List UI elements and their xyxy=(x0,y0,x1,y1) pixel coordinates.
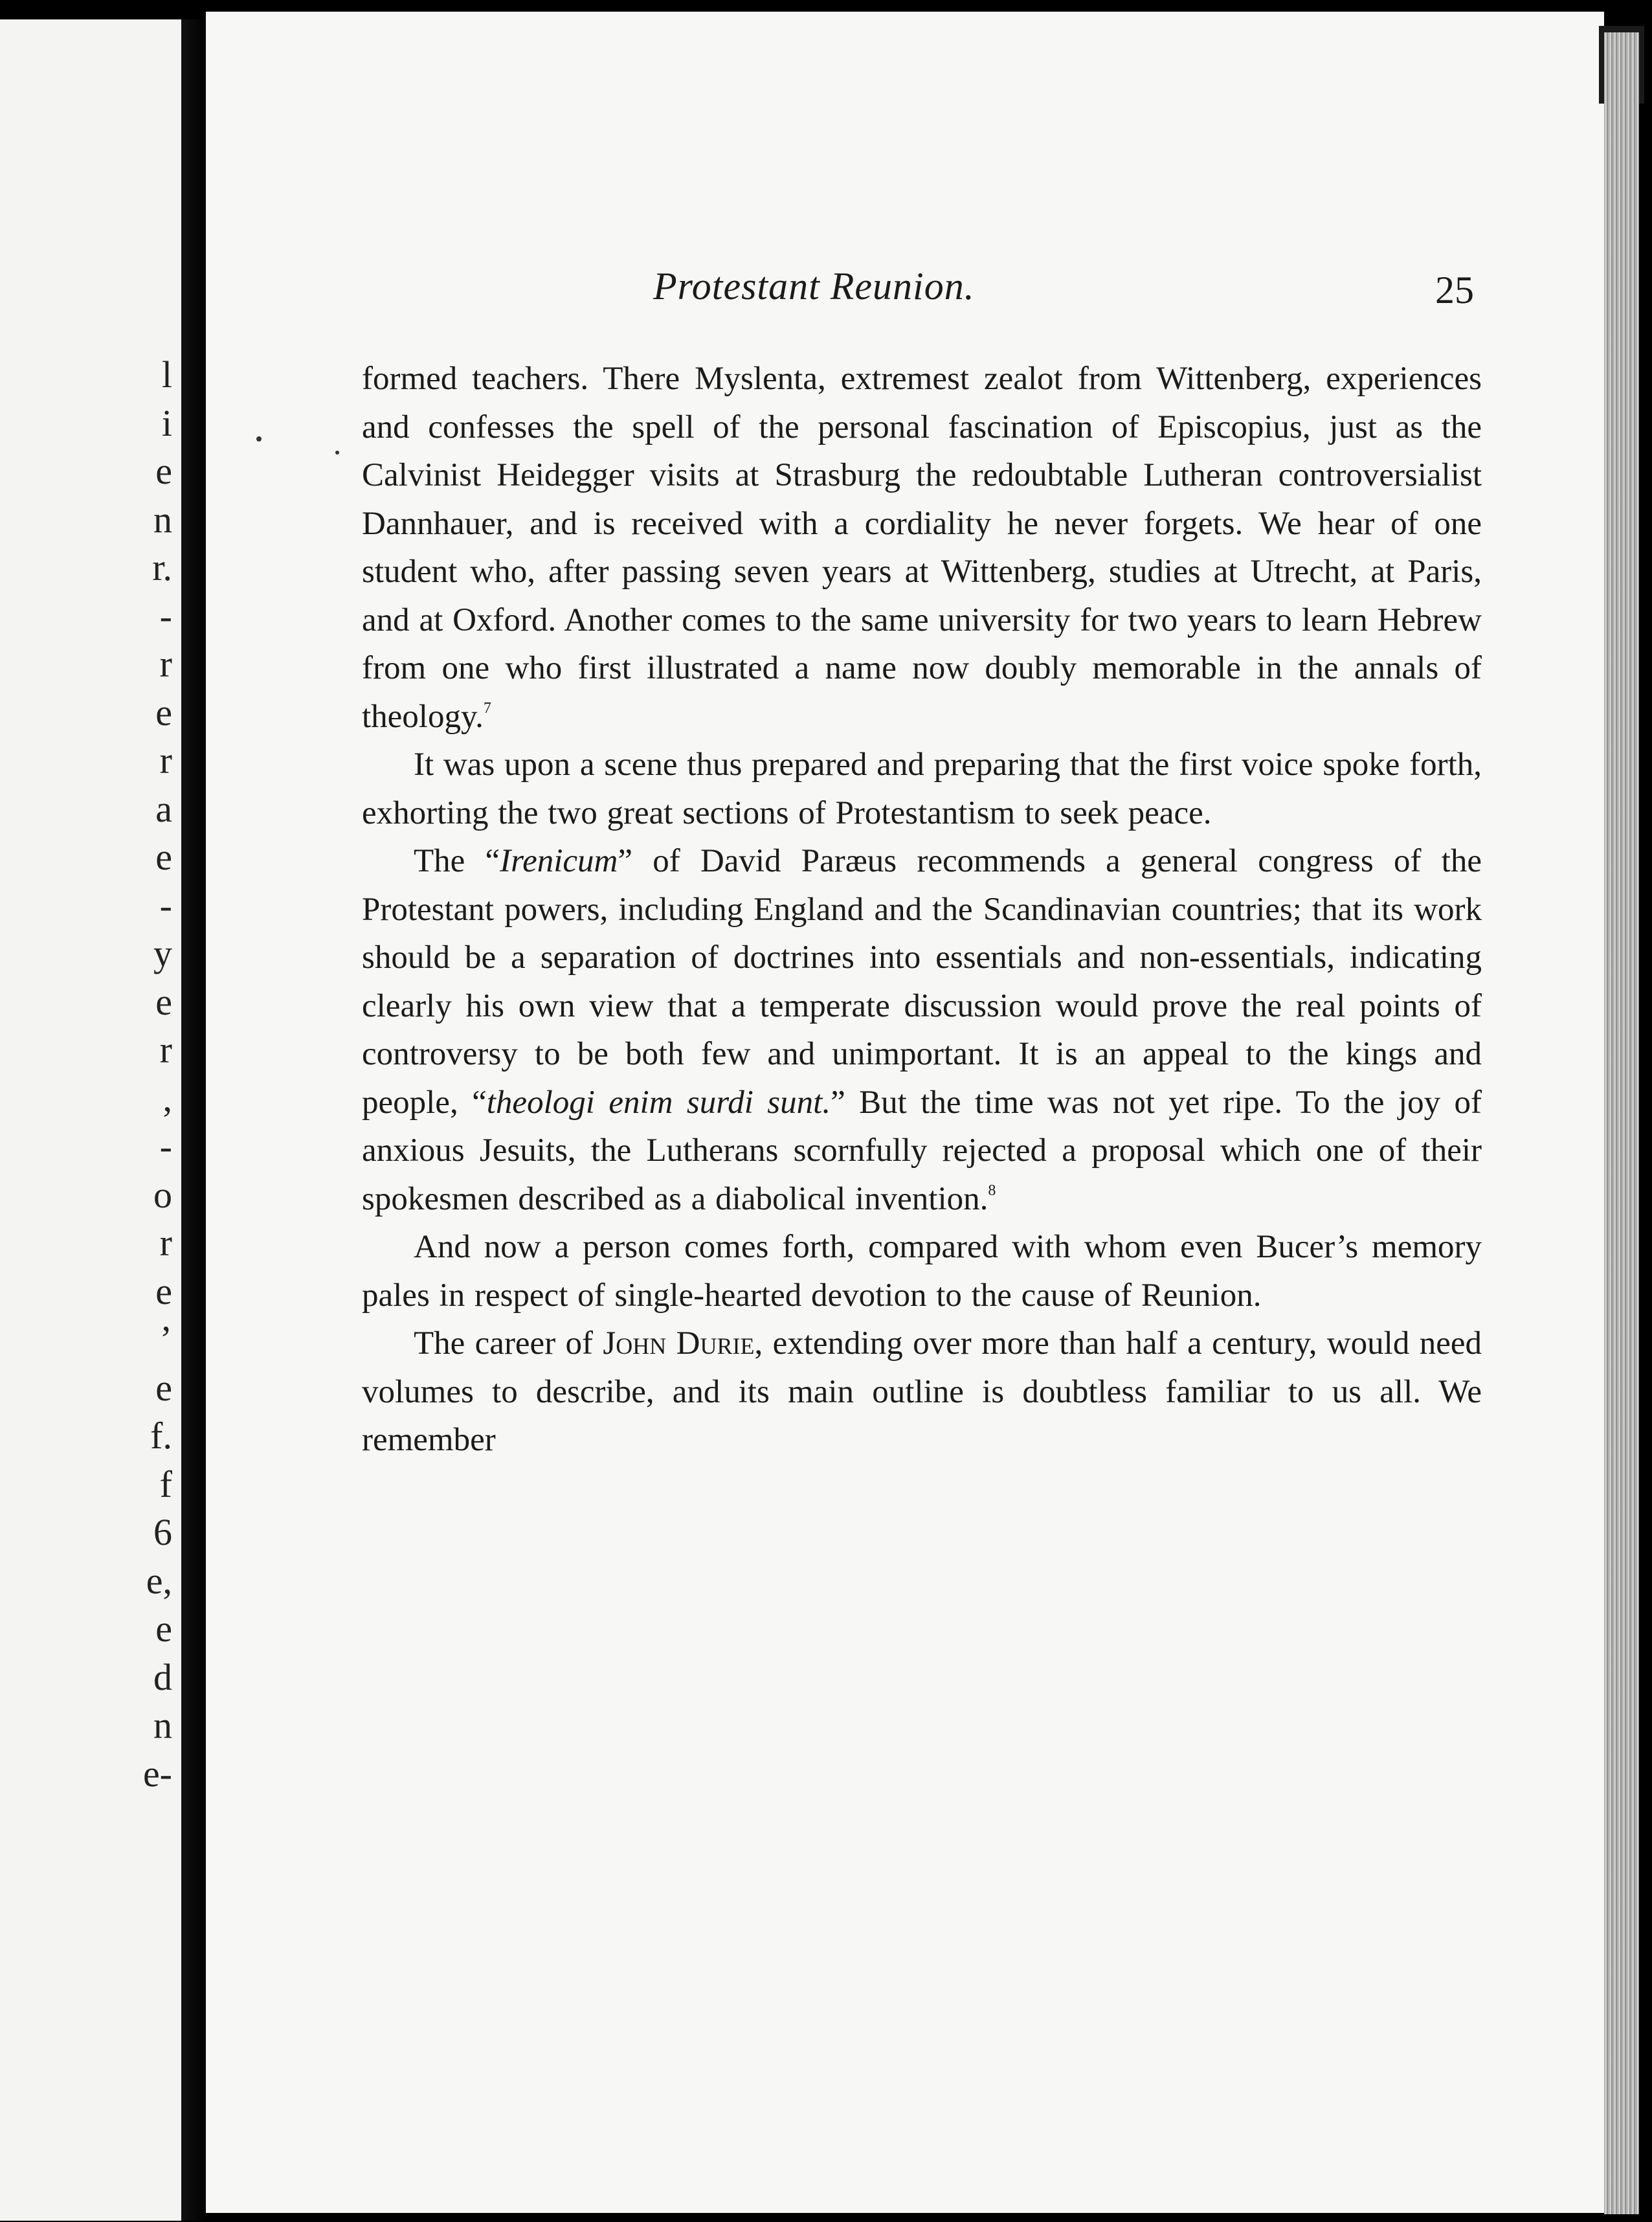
facing-page-fragment: e xyxy=(155,1608,172,1650)
facing-page-fragment: e xyxy=(155,691,172,734)
facing-page-edge xyxy=(0,19,181,2221)
facing-page-fragment: d xyxy=(153,1655,172,1698)
paragraph xyxy=(362,741,1482,837)
facing-page-fragment: r xyxy=(159,1222,172,1264)
body-text xyxy=(362,355,1482,1464)
facing-page-fragment: e xyxy=(155,836,172,878)
text-run: , extending over more than half a century, would need volumes to describe, and its main outline is doubtless familiar to us all. We remember xyxy=(362,1325,1482,1458)
italic-text: Irenicum xyxy=(500,843,618,879)
page-number: 25 xyxy=(1435,269,1474,311)
text-run: ” of David Paræus recommends a general congress of the Protestant powers, including England and the Scandinavian countries; that its work should be a separation of doctrines into essentials and non-essentials, indicating clearly his own view that a temperate discussion would prove the real points of controversy to be both few and unimportant. It is an appeal to the kings and people, “ xyxy=(362,843,1482,1121)
book-page xyxy=(206,12,1604,2213)
paragraph xyxy=(362,1223,1482,1319)
facing-page-fragment: r xyxy=(159,643,172,685)
facing-page-fragment: 6 xyxy=(153,1511,172,1553)
facing-page-fragment: e xyxy=(155,450,172,492)
facing-page-fragment: a xyxy=(155,787,172,830)
facing-page-fragment: y xyxy=(153,932,172,974)
footnote-marker: 7 xyxy=(483,699,491,717)
facing-page-fragment: ’ xyxy=(159,1318,172,1360)
facing-page-fragment: e xyxy=(155,1366,172,1409)
facing-page-fragment: n xyxy=(153,498,172,541)
running-head xyxy=(362,258,1482,316)
paragraph xyxy=(362,1319,1482,1464)
facing-page-fragment: e- xyxy=(142,1752,172,1795)
page-edges xyxy=(1604,32,1639,2214)
gutter-shadow xyxy=(181,19,207,2221)
facing-page-fragment: e, xyxy=(146,1559,172,1602)
text-run: And now a person comes forth, compared with whom even Bucer’s memory pales in respect of single-hearted devotion to the cause of Reunion. xyxy=(362,1229,1482,1314)
facing-page-fragment: n xyxy=(153,1704,172,1746)
facing-page-fragment: r xyxy=(159,1029,172,1071)
running-title: Protestant Reunion. xyxy=(653,265,975,308)
facing-page-fragment: f xyxy=(159,1463,172,1505)
italic-text: theologi enim surdi sunt. xyxy=(486,1084,831,1121)
facing-page-fragment: - xyxy=(159,884,172,926)
facing-page-fragment: o xyxy=(153,1173,172,1216)
text-run: The career of xyxy=(414,1325,603,1362)
paragraph xyxy=(362,837,1482,1223)
facing-page-fragment: e xyxy=(155,1270,172,1312)
ink-speck xyxy=(256,436,262,442)
facing-page-fragment: r. xyxy=(152,546,172,589)
facing-page-fragment: i xyxy=(161,401,172,444)
ink-speck xyxy=(335,451,339,454)
small-caps-name: John Durie xyxy=(603,1325,755,1362)
footnote-marker: 8 xyxy=(988,1182,996,1199)
facing-page-fragment: - xyxy=(159,594,172,637)
text-run: The “ xyxy=(414,843,500,879)
facing-page-fragment: , xyxy=(162,1077,172,1119)
text-run: formed teachers. There Myslenta, extremest zealot from Wittenberg, experiences and confesses the spell of the personal fascination of Episcopius, just as the Calvinist Heidegger visits at Strasburg the redoubtable Lutheran controversialist Dannhauer, and is received with a cordiality he never forgets. We hear of one student who, after passing seven years at Wittenberg, studies at Utrecht, at Paris, and at Oxford. Another comes to the same university for two years to learn Hebrew from one who first illustrated a name now doubly memorable in the annals of theology. xyxy=(362,361,1482,735)
paragraph xyxy=(362,355,1482,741)
facing-page-fragment: r xyxy=(159,739,172,781)
facing-page-fragment: e xyxy=(155,980,172,1023)
text-run: ” But the time was not yet ripe. To the joy of anxious Jesuits, the Lutherans scornfully rejected a proposal which one of their spokesmen described as a diabolical invention. xyxy=(362,1084,1482,1217)
facing-page-fragment: - xyxy=(159,1125,172,1167)
text-run: It was upon a scene thus prepared and preparing that the first voice spoke forth, exhorting the two great sections of Protestantism to seek peace. xyxy=(362,746,1482,831)
facing-page-fragment: l xyxy=(161,354,172,396)
facing-page-fragment: f. xyxy=(150,1415,172,1457)
